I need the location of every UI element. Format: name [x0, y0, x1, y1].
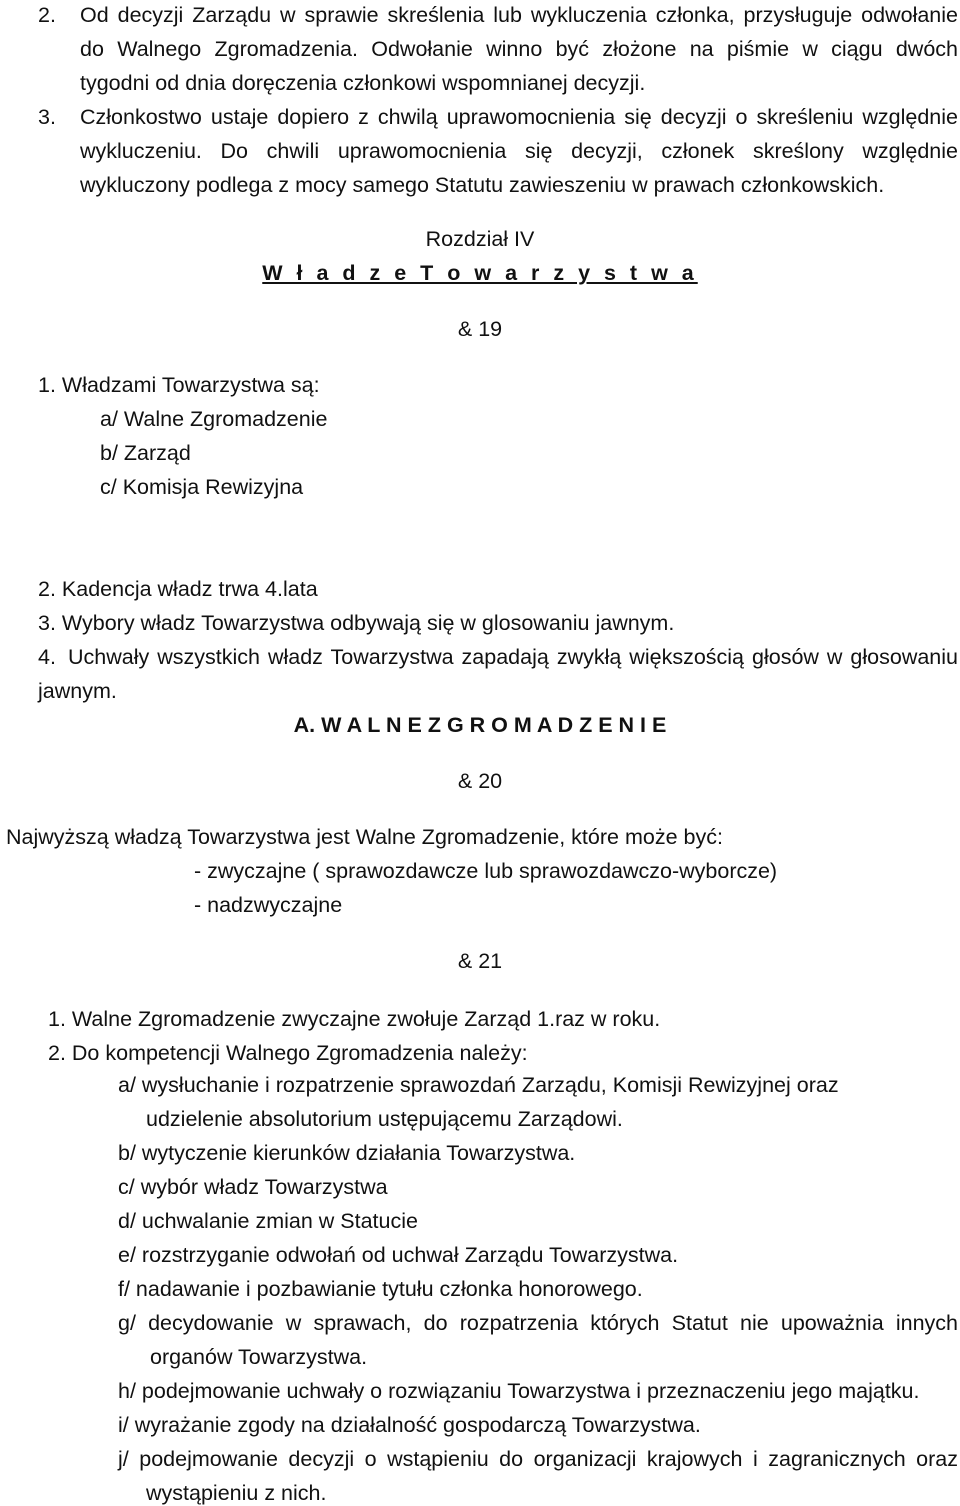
paragraph-21-label: & 21 [457, 949, 503, 973]
text-line: 3. Wybory władz Towarzystwa odbywają się w glosowaniu jawnym. [38, 611, 675, 635]
paragraph-19-label: & 19 [457, 317, 503, 341]
text-line: c/ wybór władz Towarzystwa [118, 1175, 388, 1199]
item-number-4: 4. [38, 645, 56, 669]
text-line: b/ Zarząd [100, 441, 191, 465]
text-line: tygodni od dnia doręczenia członkowi wspomnianej decyzji. [80, 71, 646, 95]
text-line: Od decyzji Zarządu w sprawie skreślenia lub wykluczenia członka, przysługuje odwołanie [80, 3, 958, 27]
text-line: a/ Walne Zgromadzenie [100, 407, 328, 431]
text-line: - zwyczajne ( sprawozdawcze lub sprawozdawczo-wyborcze) [194, 859, 778, 883]
text-line: udzielenie absolutorium ustępującemu Zarządowi. [146, 1107, 623, 1131]
text-line: Najwyższą władzą Towarzystwa jest Walne Zgromadzenie, które może być: [6, 825, 723, 849]
chapter-title [0, 260, 960, 286]
text-line: wystąpieniu z nich. [146, 1481, 327, 1505]
section-a-heading: A. W A L N E Z G R O M A D Z E N I E [293, 713, 667, 737]
chapter-title-text: W ł a d z e T o w a r z y s t w a [262, 261, 698, 285]
text-line: do Walnego Zgromadzenia. Odwołanie winno być złożone na piśmie w ciągu dwóch [80, 37, 958, 61]
text-line: 2. Kadencja władz trwa 4.lata [38, 577, 318, 601]
text-line: e/ rozstrzyganie odwołań od uchwał Zarządu Towarzystwa. [118, 1243, 679, 1267]
paragraph-20-label: & 20 [457, 769, 503, 793]
text-line: wykluczony podlega z mocy samego Statutu zawieszeniu w prawach członkowskich. [80, 173, 885, 197]
text-line: Uchwały wszystkich władz Towarzystwa zapadają zwykłą większością głosów w głosowaniu [68, 645, 958, 669]
text-line: jawnym. [38, 679, 117, 703]
text-line: j/ podejmowanie decyzji o wstąpieniu do organizacji krajowych i zagranicznych oraz [118, 1447, 958, 1471]
text-line: wykluczeniu. Do chwili uprawomocnienia się decyzji, członek skreślony względnie [80, 139, 958, 163]
text-line: 1. Walne Zgromadzenie zwyczajne zwołuje Zarząd 1.raz w roku. [48, 1007, 661, 1031]
text-line: 1. Władzami Towarzystwa są: [38, 373, 320, 397]
text-line: g/ decydowanie w sprawach, do rozpatrzenia których Statut nie upoważnia innych [118, 1311, 958, 1335]
text-line: b/ wytyczenie kierunków działania Towarzystwa. [118, 1141, 576, 1165]
chapter-label: Rozdział IV [425, 227, 535, 251]
text-line: f/ nadawanie i pozbawianie tytułu członka honorowego. [118, 1277, 643, 1301]
text-line: a/ wysłuchanie i rozpatrzenie sprawozdań Zarządu, Komisji Rewizyjnej oraz [118, 1073, 839, 1097]
text-line: - nadzwyczajne [194, 893, 343, 917]
item-number-2: 2. [38, 3, 56, 27]
item-number-3: 3. [38, 105, 56, 129]
text-line: 2. Do kompetencji Walnego Zgromadzenia należy: [48, 1041, 528, 1065]
text-line: Członkostwo ustaje dopiero z chwilą uprawomocnienia się decyzji o skreśleniu względnie [80, 105, 958, 129]
text-line: d/ uchwalanie zmian w Statucie [118, 1209, 418, 1233]
text-line: h/ podejmowanie uchwały o rozwiązaniu Towarzystwa i przeznaczeniu jego majątku. [118, 1379, 920, 1403]
text-line: i/ wyrażanie zgody na działalność gospodarczą Towarzystwa. [118, 1413, 701, 1437]
text-line: c/ Komisja Rewizyjna [100, 475, 304, 499]
text-line: organów Towarzystwa. [150, 1345, 368, 1369]
